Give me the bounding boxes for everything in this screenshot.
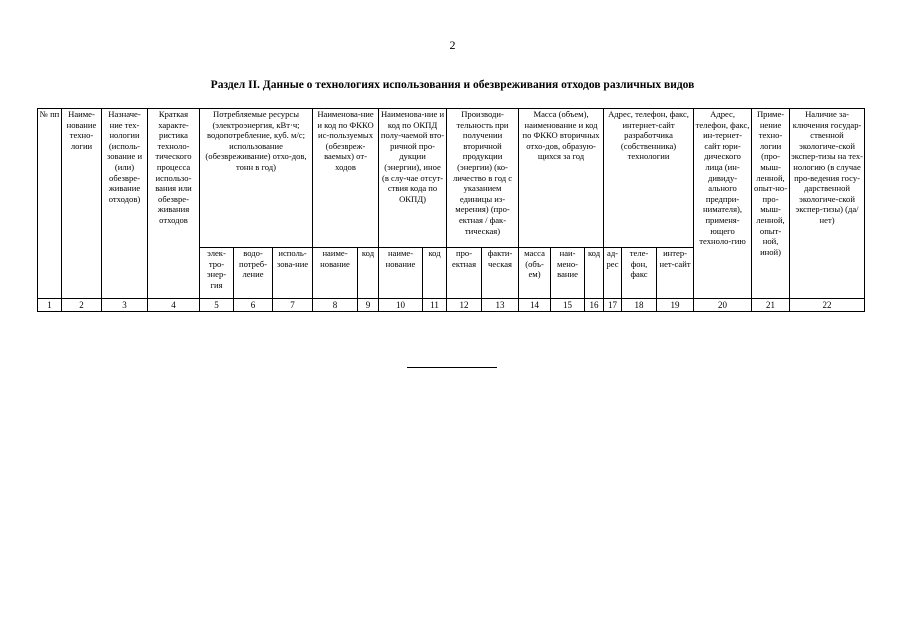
- column-number: 20: [694, 299, 752, 312]
- column-number: 13: [482, 299, 519, 312]
- column-number: 11: [423, 299, 447, 312]
- header-developer-contacts: Адрес, телефон, факс, интернет-сайт разработчика (собственника) технологии: [604, 109, 694, 248]
- subheader-okpd-code: код: [423, 248, 447, 299]
- column-number: 19: [657, 299, 694, 312]
- column-number: 4: [148, 299, 200, 312]
- column-number: 18: [622, 299, 657, 312]
- column-number: 22: [790, 299, 865, 312]
- column-number: 5: [200, 299, 234, 312]
- column-numbers-row: [38, 299, 865, 312]
- header-technology-purpose: Назначе-ние тех-нологии (исполь-зование и (или) обезвре-живание отходов): [102, 109, 148, 299]
- footer-divider: [407, 367, 497, 368]
- header-process-description: Краткая характе-ристика техноло-тического процесса использо-вания или обезвре-живания отходов: [148, 109, 200, 299]
- column-number: 2: [62, 299, 102, 312]
- subheader-fkko-code: код: [358, 248, 379, 299]
- subheader-fkko-name: наиме-нование: [313, 248, 358, 299]
- column-number: 17: [604, 299, 622, 312]
- subheader-water-consumption: водо-потреб-ление: [234, 248, 273, 299]
- header-user-contacts: Адрес, телефон, факс, ин-тернет-сайт юри-дического лица (ин-дивиду-ального предпри-нимателя), применя-ющего техноло-гию: [694, 109, 752, 299]
- header-fkko-used-waste: Наименова-ние и код по ФККО ис-пользуемых (обезвреж-ваемых) от-ходов: [313, 109, 379, 248]
- subheader-electricity: элек-тро-энер-гия: [200, 248, 234, 299]
- column-number: 12: [447, 299, 482, 312]
- subheader-design-capacity: про-ектная: [447, 248, 482, 299]
- header-secondary-waste-mass: Масса (объем), наименование и код по ФККО вторичных отхо-дов, образую-щихся за год: [519, 109, 604, 248]
- column-number: 9: [358, 299, 379, 312]
- column-number: 15: [551, 299, 585, 312]
- subheader-mass-code: код: [585, 248, 604, 299]
- header-okpd-secondary-products: Наименова-ние и код по ОКПД полу-чаемой вто-ричной про-дукции (энергии), иное (в слу-чае отсут-ствия кода по ОКПД): [379, 109, 447, 248]
- subheader-mass: масса (объ-ем): [519, 248, 551, 299]
- subheader-website: интер-нет-сайт: [657, 248, 694, 299]
- section-title: Раздел II. Данные о технологиях использования и обезвреживания отходов различных видов: [210, 79, 695, 91]
- header-number: № пп: [38, 109, 62, 299]
- page-number: 2: [449, 38, 456, 52]
- subheader-phone-fax: теле-фон, факс: [622, 248, 657, 299]
- header-productivity: Производи-тельность при получении вторичной продукции (энергии) (ко-личество в год с указанием единицы из-мерения) (про-ектная / фак-тическая): [447, 109, 519, 248]
- column-number: 10: [379, 299, 423, 312]
- subheader-actual-capacity: факти-ческая: [482, 248, 519, 299]
- header-technology-name: Наиме-нование техно-логии: [62, 109, 102, 299]
- column-number: 6: [234, 299, 273, 312]
- header-application-type: Приме-нение техно-логии (про-мыш-ленной, опыт-но-про-мыш-ленной, опыт-ной, иной): [752, 109, 790, 299]
- column-number: 14: [519, 299, 551, 312]
- header-consumed-resources: Потребляемые ресурсы (электроэнергия, кВт·ч; водопотребление, куб. м/с; использование (обезвреживание) отхо-дов, тонн в год): [200, 109, 313, 248]
- column-number: 21: [752, 299, 790, 312]
- column-number: 7: [273, 299, 313, 312]
- column-number: 16: [585, 299, 604, 312]
- subheader-okpd-name: наиме-нование: [379, 248, 423, 299]
- column-number: 8: [313, 299, 358, 312]
- header-ecological-expertise: Наличие за-ключения государ-ственной экологиче-ской экспер-тизы на тех-нологию (в случае про-ведения госу-дарственной экологиче-ской экспер-тизы) (да/нет): [790, 109, 865, 299]
- subheader-usage: исполь-зова-ние: [273, 248, 313, 299]
- subheader-mass-name: наи-мено-вание: [551, 248, 585, 299]
- column-number: 1: [38, 299, 62, 312]
- technologies-table: [37, 108, 865, 312]
- subheader-address: ад-рес: [604, 248, 622, 299]
- column-number: 3: [102, 299, 148, 312]
